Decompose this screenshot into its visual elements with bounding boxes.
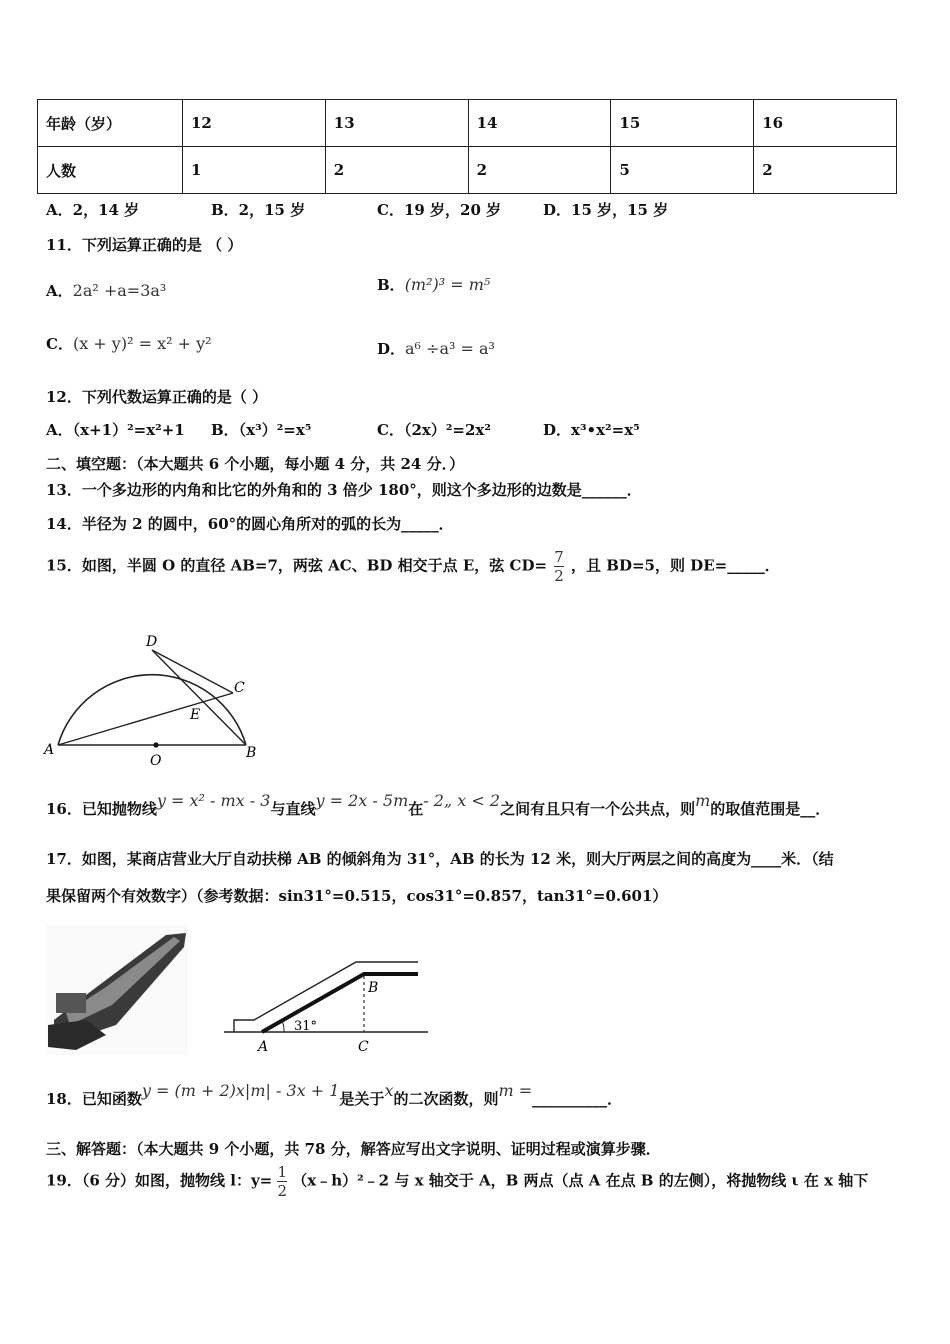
q12-option-a: A．（x+1）²=x²+1 — [46, 421, 185, 439]
table-row — [38, 100, 897, 147]
math-variable: m — [695, 791, 711, 810]
semicircle-figure — [40, 630, 260, 770]
q16 — [46, 791, 831, 819]
math-expression: m = — [498, 1081, 533, 1100]
math-variable: x — [384, 1081, 394, 1100]
label-a: A — [258, 1039, 269, 1055]
option-label: D． — [377, 340, 406, 358]
table-cell: 2 — [754, 147, 897, 194]
table-cell: 1 — [183, 147, 326, 194]
escalator-photo — [46, 925, 188, 1055]
label-e: E — [190, 707, 201, 723]
q11-option-c — [46, 333, 212, 354]
fraction-numerator: 7 — [554, 548, 564, 566]
math-expression: 2a² +a=3a³ — [72, 281, 167, 300]
q12-stem: 12．下列代数运算正确的是（ ） — [46, 388, 268, 406]
q15-text: 15．如图，半圆 O 的直径 AB=7，两弦 AC、BD 相交于点 E，弦 CD= — [46, 556, 548, 575]
q19-text: （x﹣h）²﹣2 与 x 轴交于 A，B 两点（点 A 在点 B 的左侧），将抛物线 ι 在 x 轴下 — [292, 1171, 869, 1190]
table-cell: 14 — [468, 100, 611, 147]
math-expression: (m²)³ = m⁵ — [404, 275, 491, 294]
q16-text: 在 — [408, 800, 424, 818]
section-heading: 三、解答题：（本大题共 9 个小题，共 78 分，解答应写出文字说明、证明过程或演算步骤． — [46, 1140, 661, 1158]
table-cell: 16 — [754, 100, 897, 147]
q10-option-c: C．19 岁，20 岁 — [377, 201, 502, 219]
option-label: B． — [377, 276, 405, 294]
fraction — [277, 1163, 287, 1200]
q11-option-d — [377, 338, 495, 359]
q18-text: 是关于 — [339, 1090, 385, 1108]
label-d: D — [146, 634, 158, 650]
label-o: O — [150, 753, 162, 769]
fraction-numerator: 1 — [277, 1163, 288, 1181]
label-a: A — [44, 742, 55, 758]
math-expression: a⁶ ÷a³ = a³ — [405, 339, 495, 358]
q16-text: 16．已知抛物线 — [46, 800, 157, 818]
q14: 14．半径为 2 的圆中，60°的圆心角所对的弧的长为_____． — [46, 515, 454, 533]
section-heading: 二、填空题：（本大题共 6 个小题，每小题 4 分，共 24 分．） — [46, 455, 465, 473]
q11-stem: 11．下列运算正确的是 （ ） — [46, 236, 243, 254]
q19 — [46, 1163, 868, 1200]
q10-option-a: A．2，14 岁 — [46, 201, 140, 219]
q10-option-d: D．15 岁，15 岁 — [543, 201, 669, 219]
q18-text: 的二次函数，则 — [393, 1090, 499, 1108]
q12-option-c: C．（2x）²=2x² — [377, 421, 491, 439]
label-b: B — [246, 745, 257, 761]
q15 — [46, 548, 780, 585]
math-expression: y = 2x - 5m — [315, 791, 409, 810]
fraction — [554, 548, 564, 585]
angle-label: 31° — [294, 1019, 318, 1034]
q11-option-b — [377, 274, 490, 295]
math-expression: - 2„ x < 2 — [423, 791, 501, 810]
table-cell: 15 — [611, 100, 754, 147]
q18-text: __________． — [532, 1090, 623, 1108]
q12-option-b: B．（x³）²=x⁵ — [211, 421, 312, 439]
table-row — [38, 147, 897, 194]
math-expression: y = (m + 2)x|m| - 3x + 1 — [141, 1081, 340, 1100]
q18 — [46, 1081, 623, 1109]
table-cell: 2 — [468, 147, 611, 194]
age-table — [37, 99, 897, 194]
table-cell: 5 — [611, 147, 754, 194]
q18-text: 18．已知函数 — [46, 1090, 142, 1108]
escalator-diagram — [222, 928, 434, 1058]
math-expression: y = x² - mx - 3 — [156, 791, 271, 810]
q10-option-b: B．2，15 岁 — [211, 201, 306, 219]
fraction-denominator: 2 — [277, 1182, 288, 1200]
label-b: B — [368, 980, 379, 996]
q15-text: ，且 BD=5，则 DE=_____． — [571, 556, 780, 575]
q12-option-d: D．x³•x²=x⁵ — [543, 421, 640, 439]
table-cell: 2 — [325, 147, 468, 194]
math-expression: (x + y)² = x² + y² — [72, 334, 212, 353]
label-c: C — [234, 680, 245, 696]
table-cell: 13 — [325, 100, 468, 147]
option-label: A． — [46, 282, 73, 300]
table-cell: 人数 — [38, 147, 183, 194]
q17-line1: 17．如图，某商店营业大厅自动扶梯 AB 的倾斜角为 31°，AB 的长为 12 米，则大厅两层之间的高度为____米．（结 — [46, 850, 834, 868]
label-c: C — [358, 1039, 369, 1055]
table-cell: 12 — [183, 100, 326, 147]
q16-text: 与直线 — [270, 800, 316, 818]
q11-option-a — [46, 280, 166, 301]
q16-text: 之间有且只有一个公共点，则 — [500, 800, 696, 818]
option-label: C． — [46, 335, 73, 353]
q16-text: 的取值范围是__． — [710, 800, 831, 818]
q13: 13．一个多边形的内角和比它的外角和的 3 倍少 180°，则这个多边形的边数是______． — [46, 481, 642, 499]
q17-line2: 果保留两个有效数字）（参考数据：sin31°=0.515，cos31°=0.857，tan31°=0.601） — [46, 887, 668, 905]
table-cell: 年龄（岁） — [38, 100, 183, 147]
fraction-denominator: 2 — [554, 567, 564, 585]
q19-text: 19．（6 分）如图，抛物线 l：y= — [46, 1171, 273, 1190]
